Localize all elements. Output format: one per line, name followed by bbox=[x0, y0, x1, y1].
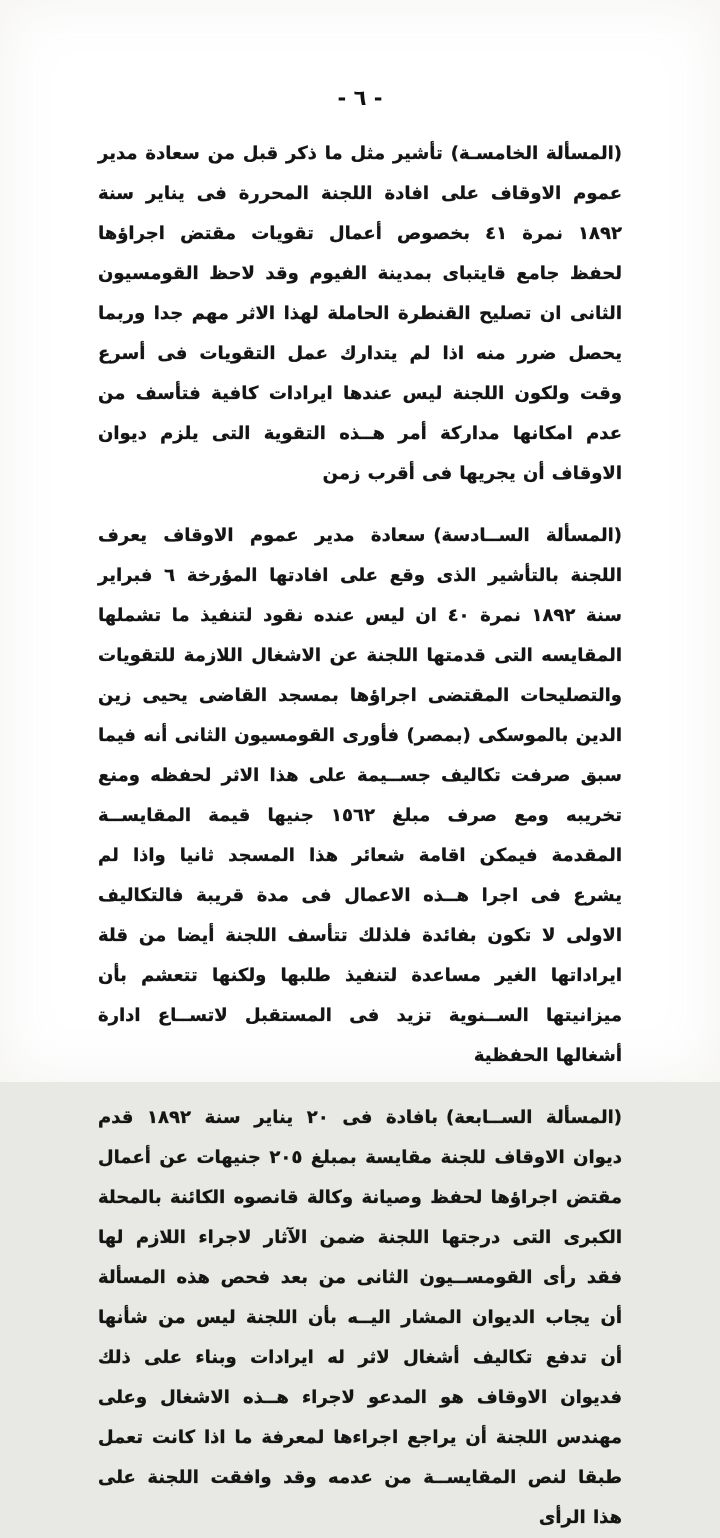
paragraph-issue-7-label: (المسألة الســابعة) bbox=[446, 1107, 622, 1128]
paragraph-issue-5 bbox=[98, 134, 622, 494]
page-number: - ٦ - bbox=[337, 86, 383, 110]
paragraph-issue-6 bbox=[98, 516, 622, 1076]
paragraph-issue-5-text: تأشير مثل ما ذكر قبل من سعادة مدير عموم الاوقاف على افادة اللجنة المحررة فى يناير سنة ١٨٩٢ نمرة ٤١ بخصوص أعمال تقويات مقتض اجراؤها لحفظ جامع قايتباى بمدينة الفيوم وقد لاحظ القومسيون الثانى ان تصليح القنطرة الحاملة لهذا الاثر مهم جدا وربما يحصل ضرر منه اذا لم يتدارك عمل التقويات فى أسرع وقت ولكون اللجنة ليس عندها ايرادات كافية فتأسف من عدم امكانها مداركة أمر هــذه التقوية التى يلزم ديوان الاوقاف أن يجريها فى أقرب زمن bbox=[98, 143, 622, 484]
paragraph-issue-5-label: (المسألة الخامسـة) bbox=[450, 143, 622, 164]
paragraph-issue-6-text: سعادة مدير عموم الاوقاف يعرف اللجنة بالتأشير الذى وقع على افادتها المؤرخة ٦ فبراير سنة ١٨٩٢ نمرة ٤٠ ان ليس عنده نقود لتنفيذ ما تشملها المقايسه التى قدمتها اللجنة عن الاشغال اللازمة للتقويات والتصليحات المقتضى اجراؤها بمسجد القاضى يحيى زين الدين بالموسكى (بمصر) فأورى القومسيون الثانى أنه فيما سبق صرفت تكاليف جســيمة على هذا الاثر لحفظه ومنع تخريبه ومع صرف مبلغ ١٥٦٢ جنيها قيمة المقايســة المقدمة فيمكن اقامة شعائر هذا المسجد ثانيا واذا لم يشرع فى اجرا هــذه الاعمال فى مدة قريبة فالتكاليف الاولى لا تكون بفائدة فلذلك تتأسف اللجنة أيضا من قلة ايراداتها الغير مساعدة لتنفيذ طلبها ولكنها تتعشم بأن ميزانيتها الســنوية تزيد فى المستقبل لاتســاع ادارة أشغالها الحفظية bbox=[98, 525, 622, 1066]
paragraph-issue-7-text: بافادة فى ٢٠ يناير سنة ١٨٩٢ قدم ديوان الاوقاف للجنة مقايسة بمبلغ ٢٠٥ جنيهات عن أعمال مقتض اجراؤها لحفظ وصيانة وكالة قانصوه الكائنة بالمحلة الكبرى التى درجتها اللجنة ضمن الآثار لاجراء اللازم لها فقد رأى القومســيون الثانى من بعد فحص هذه المسألة أن يجاب الديوان المشار اليــه بأن اللجنة ليس من شأنها أن تدفع تكاليف أشغال لاثر له ايرادات وبناء على ذلك فديوان الاوقاف هو المدعو لاجراء هــذه الاشغال وعلى مهندس اللجنة أن يراجع اجراءها لمعرفة ما اذا كانت تعمل طبقا لنص المقايســة من عدمه وقد وافقت اللجنة على هذا الرأى bbox=[98, 1107, 622, 1528]
paragraph-issue-7 bbox=[98, 1098, 622, 1538]
page-content bbox=[98, 134, 622, 1538]
paragraph-issue-6-label: (المسألة الســادسة) bbox=[433, 525, 622, 546]
